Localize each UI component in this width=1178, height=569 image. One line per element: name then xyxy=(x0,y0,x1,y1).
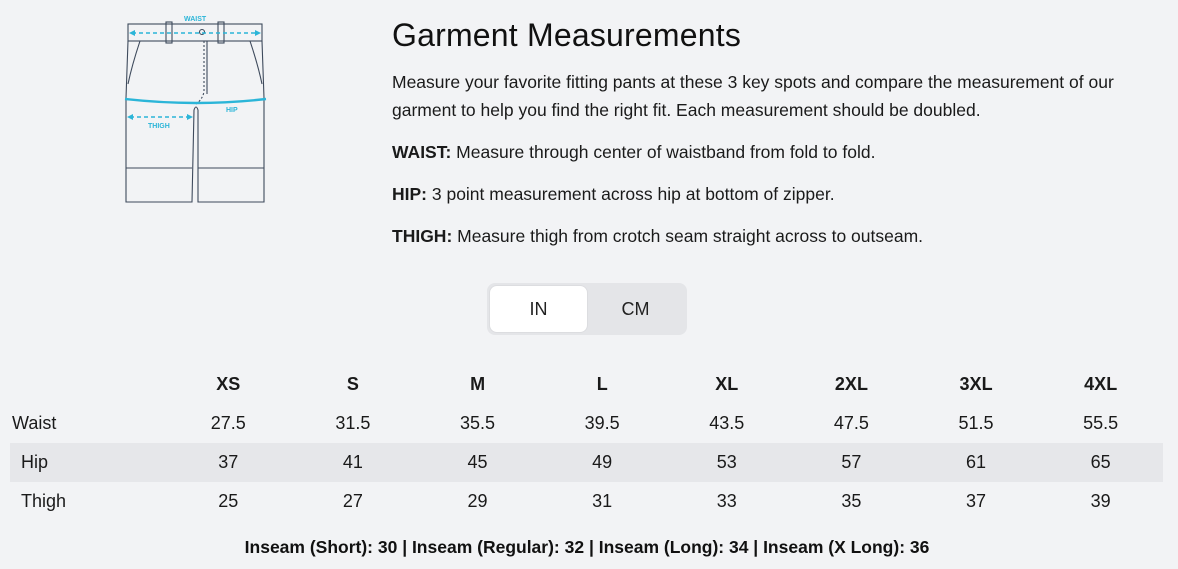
definition-term: THIGH: xyxy=(392,226,453,246)
table-cell: 55.5 xyxy=(1083,413,1119,433)
table-cell: 29 xyxy=(467,491,488,511)
definition-text: 3 point measurement across hip at bottom of zipper. xyxy=(427,184,835,204)
size-header: XL xyxy=(715,373,739,394)
thigh-diagram-label: THIGH xyxy=(148,123,170,130)
table-cell: 31 xyxy=(592,491,613,511)
size-header: M xyxy=(470,373,486,394)
size-header: L xyxy=(596,373,608,394)
table-cell: 39.5 xyxy=(584,413,620,433)
size-header: 3XL xyxy=(959,373,993,394)
table-row-waist xyxy=(10,404,1163,443)
row-label: Waist xyxy=(12,413,57,433)
table-cell: 41 xyxy=(291,443,416,482)
intro-text: Measure your favorite fitting pants at these 3 key spots and compare the measurement of our garment to help you find the right fit. Each measurement should be doubled. xyxy=(392,72,1114,120)
size-header: 2XL xyxy=(834,373,868,394)
size-table xyxy=(10,364,1163,521)
waist-diagram-label: WAIST xyxy=(184,16,207,23)
unit-option-cm[interactable]: CM xyxy=(621,298,650,319)
table-cell: 47.5 xyxy=(833,413,869,433)
table-cell: 25 xyxy=(218,491,239,511)
table-cell: 53 xyxy=(665,443,790,482)
corner-cell xyxy=(10,364,166,404)
table-cell: 43.5 xyxy=(709,413,745,433)
table-cell: 49 xyxy=(540,443,665,482)
table-cell: 37 xyxy=(966,491,987,511)
size-header: 4XL xyxy=(1084,373,1118,394)
hip-diagram-label: HIP xyxy=(226,107,238,114)
waist-definition xyxy=(392,138,1172,166)
definition-text: Measure thigh from crotch seam straight across to outseam. xyxy=(452,226,924,246)
table-cell: 57 xyxy=(789,443,914,482)
definition-text: Measure through center of waistband from fold to fold. xyxy=(451,142,876,162)
table-cell: 31.5 xyxy=(335,413,371,433)
thigh-definition xyxy=(392,222,1172,250)
table-row-thigh xyxy=(10,482,1163,521)
table-row-hip xyxy=(10,443,1163,482)
definition-term: HIP: xyxy=(392,184,427,204)
row-label: Thigh xyxy=(21,491,67,511)
table-cell: 39 xyxy=(1090,491,1111,511)
size-header: XS xyxy=(216,373,241,394)
table-cell: 65 xyxy=(1038,443,1163,482)
row-label: Hip xyxy=(10,443,166,482)
definition-term: WAIST: xyxy=(392,142,452,162)
measurement-info xyxy=(392,14,1172,264)
page-title: Garment Measurements xyxy=(392,17,742,53)
table-cell: 51.5 xyxy=(958,413,994,433)
table-cell: 35 xyxy=(841,491,862,511)
table-cell: 45 xyxy=(415,443,540,482)
unit-toggle xyxy=(487,283,687,335)
hip-definition xyxy=(392,180,1172,208)
unit-option-in[interactable]: IN xyxy=(490,286,587,332)
table-cell: 37 xyxy=(166,443,291,482)
table-cell: 27.5 xyxy=(210,413,246,433)
table-cell: 61 xyxy=(914,443,1039,482)
table-cell: 33 xyxy=(716,491,737,511)
shorts-measurement-diagram xyxy=(118,10,274,206)
table-cell: 27 xyxy=(342,491,363,511)
size-header: S xyxy=(346,373,359,394)
inseam-info: Inseam (Short): 30 | Inseam (Regular): 32 | Inseam (Long): 34 | Inseam (X Long): 36 xyxy=(244,537,930,557)
size-header-row xyxy=(10,364,1163,404)
table-cell: 35.5 xyxy=(460,413,496,433)
